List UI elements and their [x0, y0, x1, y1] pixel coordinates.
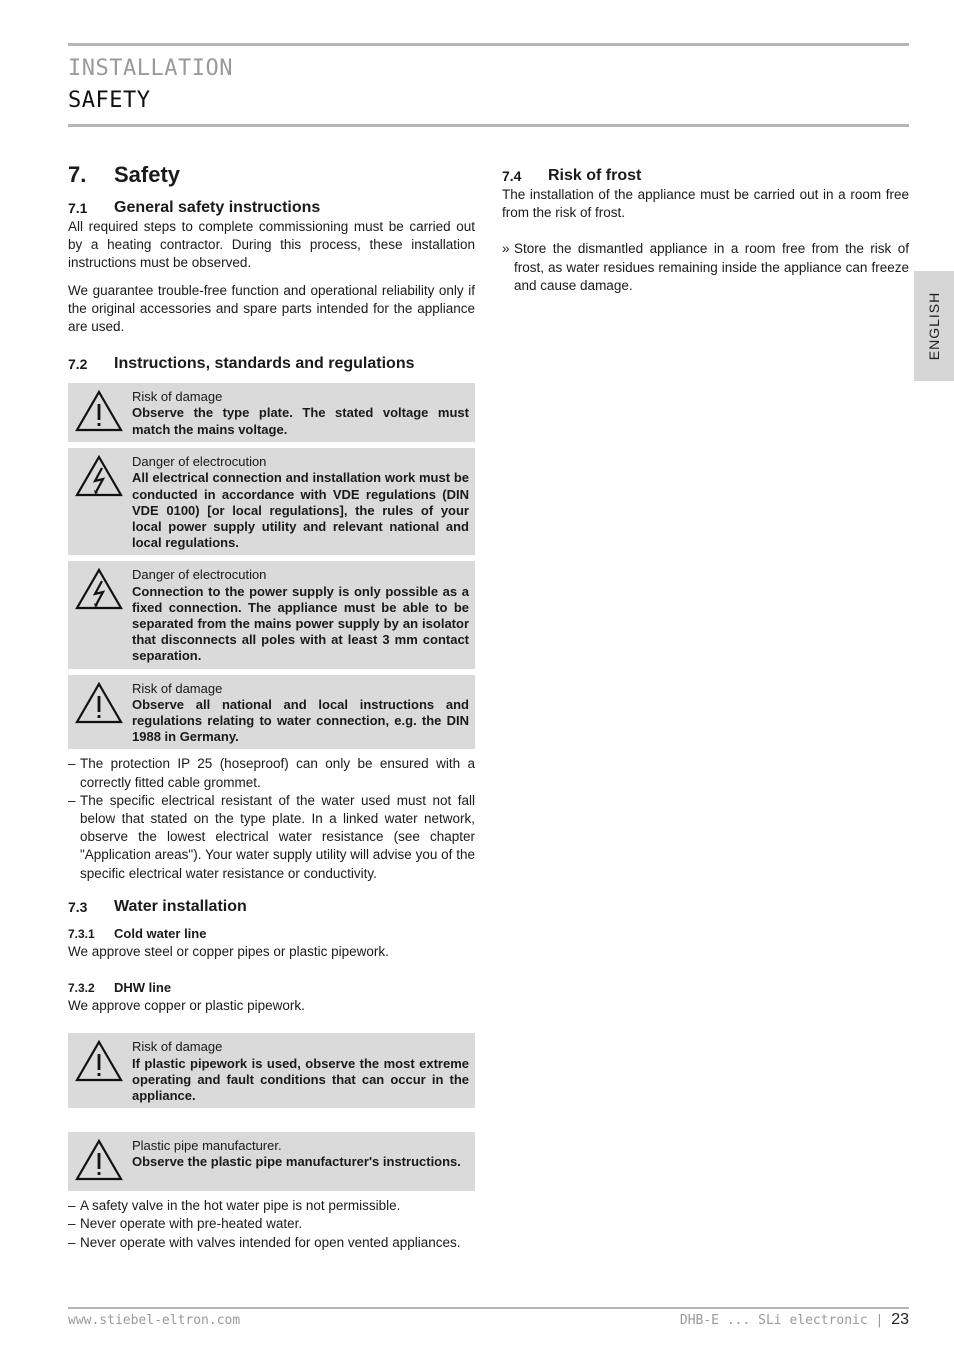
electrocution-icon: [74, 454, 132, 551]
list-item: – Never operate with pre-heated water.: [68, 1215, 475, 1233]
footer-rule: [68, 1307, 909, 1309]
warning-box: [68, 1132, 475, 1191]
header-subsection: SAFETY: [68, 88, 151, 113]
footer-product-name: DHB-E ... SLi electronic |: [679, 1313, 884, 1328]
warning-text: All electrical connection and installation work must be conducted in accordance with VDE regulations (DIN VDE 0100) [or local regulations], the rules of your local power supply utility and relevant national and local regulations.: [132, 470, 469, 551]
list-item: – The specific electrical resistant of the water used must not fall below that stated on the type plate. In a linked water network, observe the lowest electrical water resistance (see chapter "Application areas"). Your water supply utility will advise you of the specific electrical water resistance or conductivity.: [68, 792, 475, 883]
instruction-text: Store the dismantled appliance in a room free from the risk of frost, as water residues remaining inside the appliance can freeze and cause damage.: [514, 241, 909, 293]
section-heading-7-1: [68, 198, 475, 218]
header-top-rule: [68, 43, 909, 46]
subsection-title: Cold water line: [114, 925, 207, 941]
right-column: [502, 166, 909, 295]
language-side-tab: [914, 271, 954, 381]
chapter-heading: [68, 162, 475, 188]
warning-text: If plastic pipework is used, observe the most extreme operating and fault conditions that can occur in the appliance.: [132, 1055, 469, 1103]
warning-icon: [74, 389, 132, 438]
footer-url: www.stiebel-eltron.com: [68, 1313, 241, 1328]
warning-box: [68, 448, 475, 555]
list-item: – Never operate with valves intended for open vented appliances.: [68, 1234, 475, 1252]
paragraph: The installation of the appliance must be carried out in a room free from the risk of frost.: [502, 187, 909, 221]
subsection-title: DHW line: [114, 980, 172, 996]
subsection-number: 7.3.1: [68, 926, 95, 941]
section-heading-7-3: [68, 897, 475, 917]
section-title: Risk of frost: [548, 167, 642, 184]
warning-text: Observe the plastic pipe manufacturer's instructions.: [132, 1154, 461, 1170]
left-column: [68, 162, 475, 1252]
page-number: 23: [891, 1311, 909, 1328]
section-title: Instructions, standards and regulations: [114, 355, 415, 373]
paragraph: We approve copper or plastic pipework.: [68, 998, 305, 1014]
warning-title: Plastic pipe manufacturer.: [132, 1138, 282, 1154]
section-title: General safety instructions: [114, 199, 321, 216]
subsection-heading-7-3-1: [68, 925, 475, 943]
paragraph: All required steps to complete commissioning must be carried out by a heating contractor. During this process, these installation instructions must be observed.: [68, 219, 475, 271]
section-heading-7-2: [68, 354, 475, 374]
list-item: – The protection IP 25 (hoseproof) can only be ensured with a correctly fitted cable grommet.: [68, 755, 475, 791]
warning-icon: [74, 681, 132, 746]
warning-title: Risk of damage: [132, 680, 223, 696]
list-item: – A safety valve in the hot water pipe is not permissible.: [68, 1197, 475, 1215]
warning-box: [68, 1033, 475, 1108]
section-number: 7.4: [502, 168, 522, 184]
paragraph: We approve steel or copper pipes or plastic pipework.: [68, 943, 389, 959]
warning-box: [68, 561, 475, 668]
warning-text: Observe all national and local instructions and regulations relating to water connection, e.g. the DIN 1988 in Germany.: [132, 696, 469, 745]
warning-title: Danger of electrocution: [132, 454, 267, 470]
warning-box: [68, 675, 475, 750]
warning-text: Connection to the power supply is only possible as a fixed connection. The appliance must be able to be separated from the mains power supply by an isolator that disconnects all poles with at least 3 mm contact separation.: [132, 583, 469, 664]
instruction-item: [502, 240, 909, 295]
section-number: 7.2: [68, 356, 88, 373]
warning-icon: [74, 1138, 132, 1187]
electrocution-icon: [74, 567, 132, 664]
requirements-list: [68, 755, 475, 882]
language-label: ENGLISH: [926, 291, 942, 361]
bullet-marker: »: [502, 241, 510, 257]
warning-title: Danger of electrocution: [132, 567, 267, 583]
chapter-title: Safety: [114, 162, 181, 187]
warning-box: [68, 383, 475, 442]
paragraph: We guarantee trouble-free function and operational reliability only if the original accessories and spare parts intended for the appliance are used.: [68, 282, 475, 335]
section-title: Water installation: [114, 897, 247, 915]
subsection-number: 7.3.2: [68, 981, 95, 996]
warning-title: Risk of damage: [132, 389, 223, 405]
warning-title: Risk of damage: [132, 1039, 223, 1055]
header-bottom-rule: [68, 124, 909, 127]
warning-text: Observe the type plate. The stated voltage must match the mains voltage.: [132, 405, 469, 437]
section-number: 7.1: [68, 200, 88, 216]
warning-icon: [74, 1039, 132, 1104]
subsection-heading-7-3-2: [68, 979, 475, 997]
chapter-number: 7.: [68, 162, 87, 187]
operation-rules-list: [68, 1197, 475, 1252]
header-section: INSTALLATION: [68, 56, 233, 81]
section-heading-7-4: [502, 166, 909, 186]
footer-product: [680, 1311, 909, 1329]
section-number: 7.3: [68, 898, 88, 915]
